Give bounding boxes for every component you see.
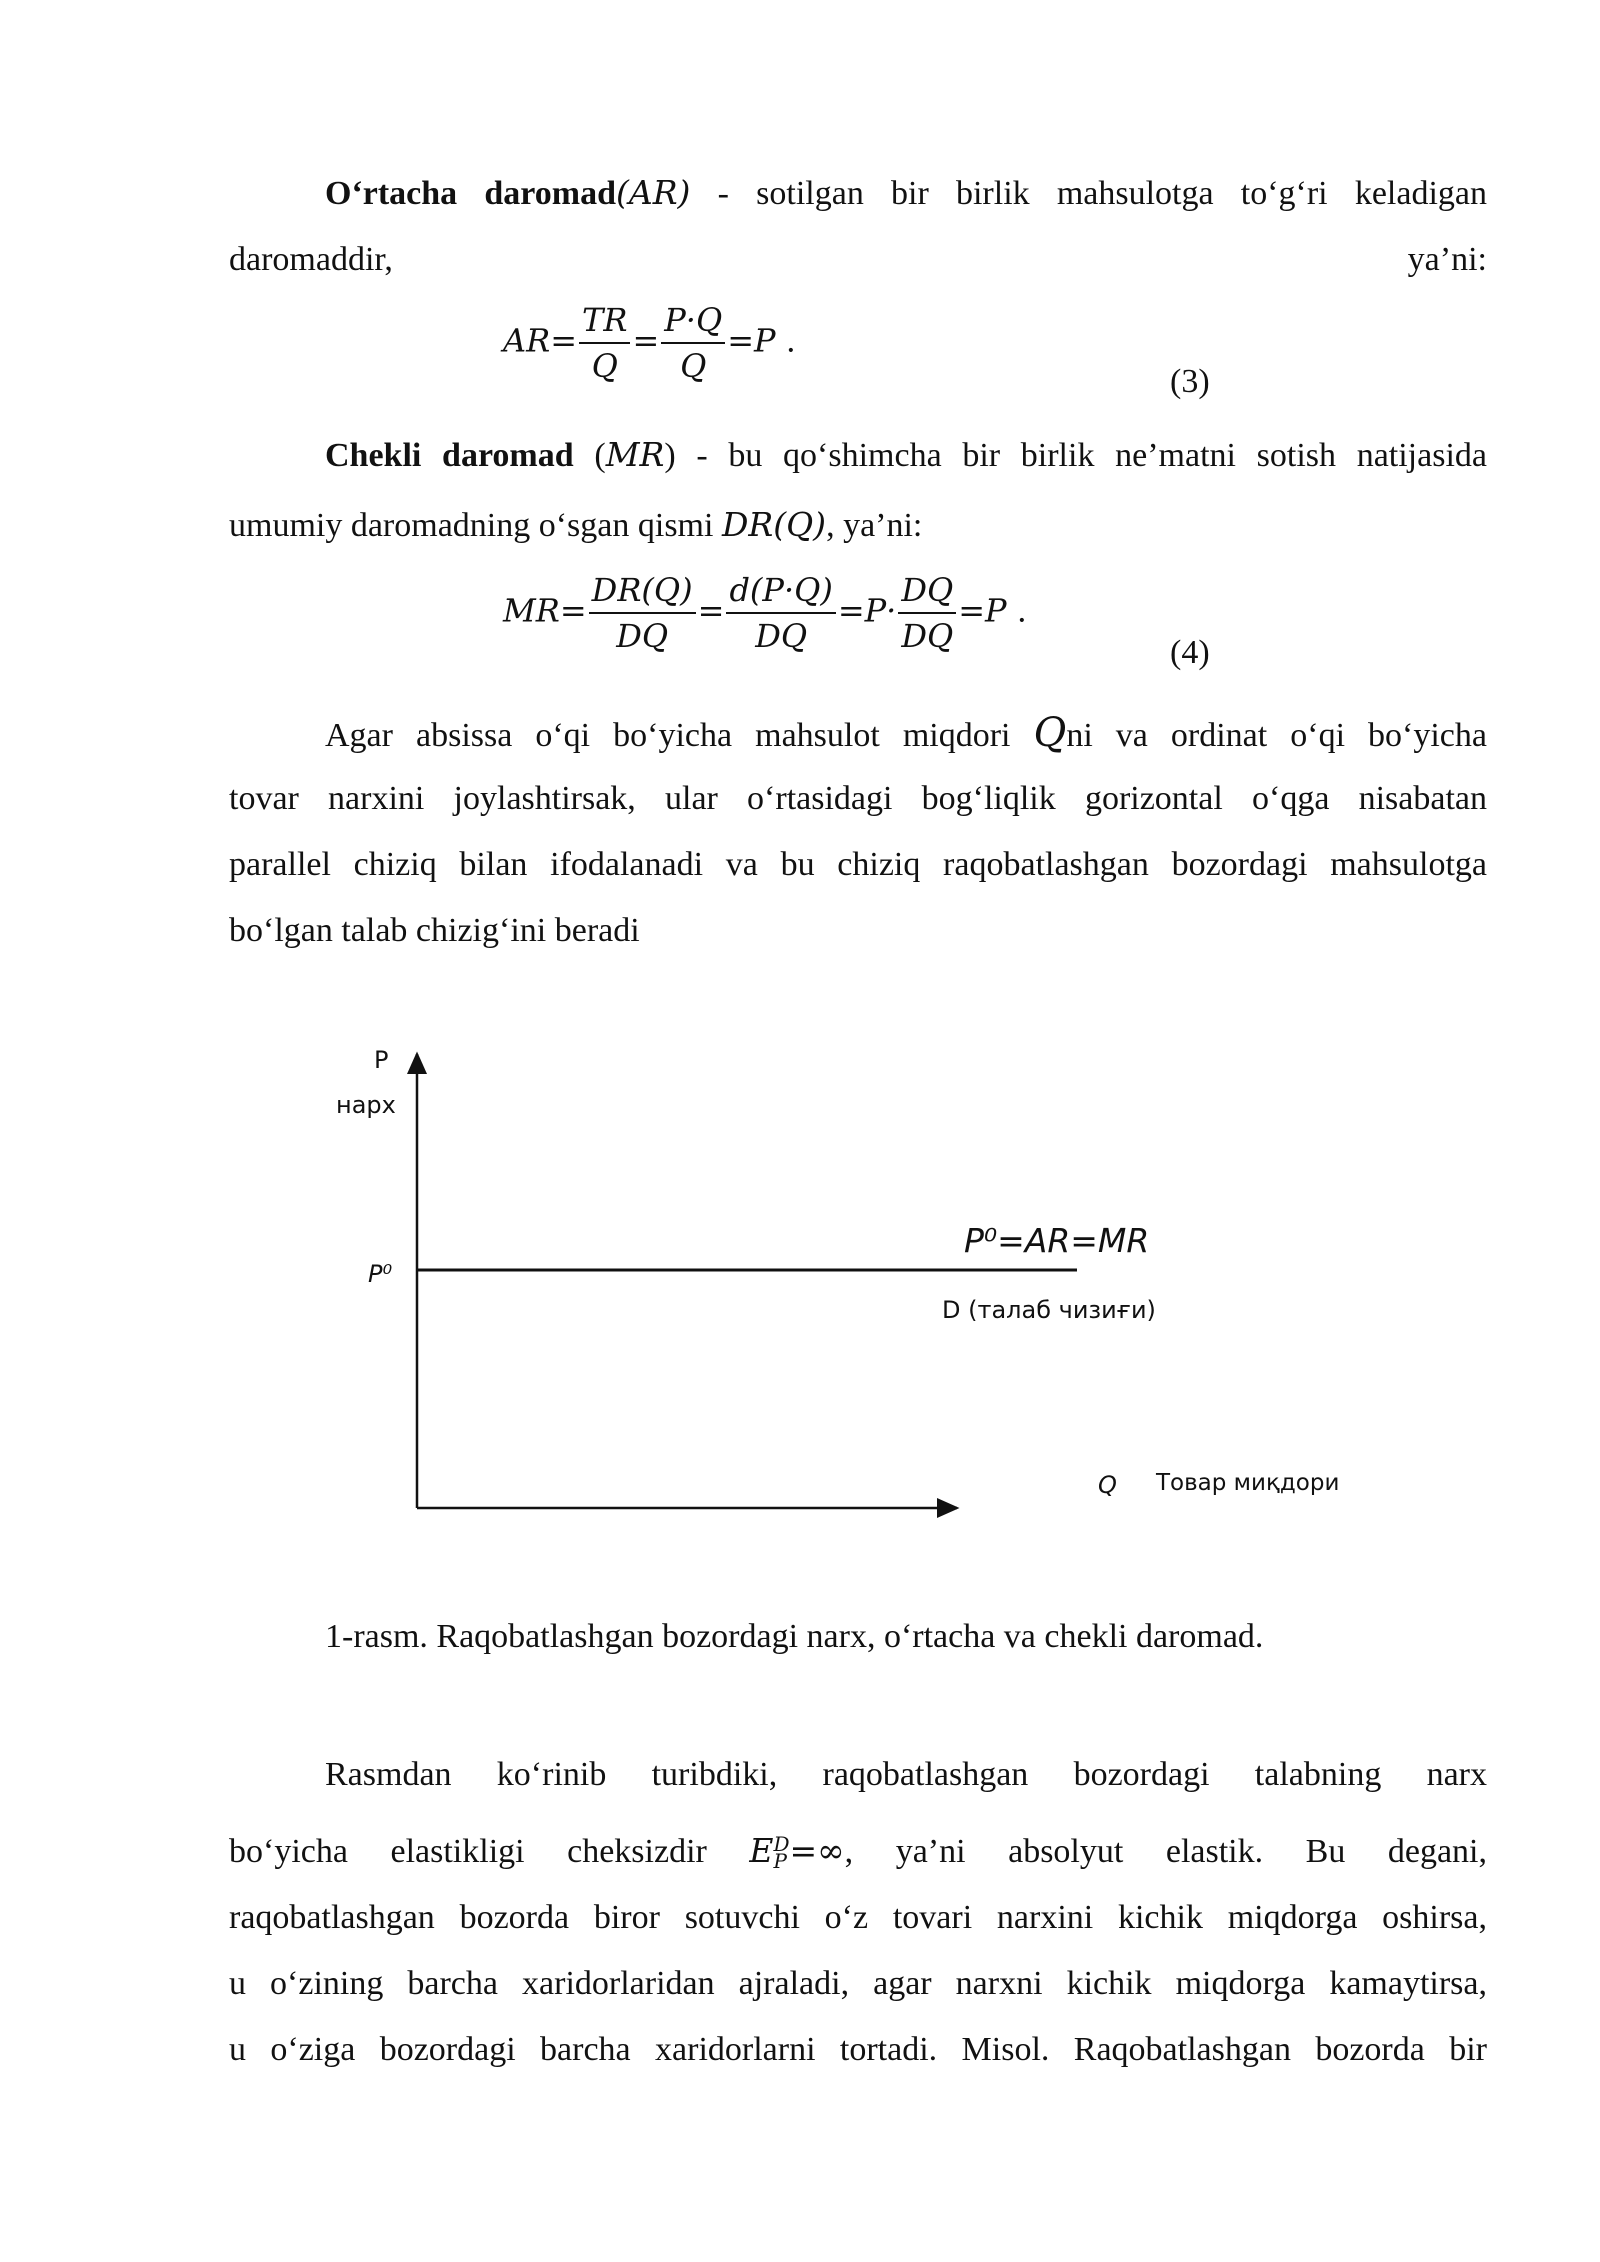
eq4-f3-num: DQ <box>898 570 956 614</box>
text-p4-l2b: , ya’ni absolyut elastik. Bu degani, <box>844 1833 1487 1870</box>
line-label: P⁰=AR=MR <box>964 1221 1150 1260</box>
paragraph-demand-line-2: tovar narxini joylashtirsak, ular o‘rtasidagi bog‘liqlik gorizontal o‘qga nisabatan <box>229 780 1487 817</box>
eq3-f2-num: P·Q <box>661 300 725 344</box>
term-average-revenue: O‘rtacha daromad <box>325 175 616 212</box>
symbol-q: Q <box>1033 710 1067 756</box>
paragraph-elasticity-line-4: u o‘zining barcha xaridorlaridan ajraladi, agar narxni kichik miqdorga kamaytirsa, <box>229 1965 1487 2002</box>
text-marginal-revenue-c: , ya’ni: <box>826 507 923 544</box>
paragraph-elasticity-line-5: u o‘ziga bozordagi barcha xaridorlarni tortadi. Misol. Raqobatlashgan bozorda bir <box>229 2031 1487 2068</box>
eq3-lhs: AR <box>503 321 551 360</box>
symbol-drq: DR(Q) <box>721 505 827 544</box>
y-axis-sublabel: нарх <box>336 1091 396 1119</box>
eq3-f2-den: Q <box>680 347 707 385</box>
figure-caption: 1-rasm. Raqobatlashgan bozordagi narx, o‘rtacha va chekli daromad. <box>325 1618 1264 1655</box>
equation-3-number: (3) <box>1170 363 1210 400</box>
eq4-f3-den: DQ <box>901 617 954 655</box>
eq3-f1-num: TR <box>579 300 630 344</box>
eq4-f2-num: d(P·Q) <box>726 570 835 614</box>
equation-3: AR= $\frac{TR}{Q}$ = $\frac{P\cdot Q}{Q}$ =P . <box>503 301 796 385</box>
elasticity-e: E <box>749 1831 774 1870</box>
equation-4: MR= $\frac{DR(Q)}{DQ}$ = $\frac{d(P\cdot Q)}{DQ}$ =P· $\frac{DQ}{DQ}$ =P . <box>503 571 1027 655</box>
eq4-mid: P· <box>864 591 897 630</box>
paragraph-marginal-revenue: Chekli daromad (MR) - bu qo‘shimcha bir birlik ne’matni sotish natijasida <box>325 435 1487 474</box>
text-marginal-revenue-a: ) - bu qo‘shimcha bir birlik ne’matni sotish natijasida <box>664 437 1487 474</box>
eq4-f1-num: DR(Q) <box>589 570 696 614</box>
paragraph-demand-line-4: bo‘lgan talab chizig‘ini beradi <box>229 912 640 949</box>
x-axis-label: Q <box>1098 1471 1117 1499</box>
symbol-mr: MR <box>605 435 665 474</box>
elasticity-sup: D <box>773 1832 790 1856</box>
y-axis-label: P <box>374 1046 389 1074</box>
text-marginal-revenue-b: umumiy daromadning o‘sgan qismi <box>229 507 714 544</box>
eq3-f1-den: Q <box>591 347 618 385</box>
eq4-f1-den: DQ <box>616 617 669 655</box>
symbol-elasticity <box>749 1831 845 1873</box>
eq3-rhs: P <box>754 321 776 360</box>
eq4-lhs: MR <box>503 591 560 630</box>
y-tick-label-p0: P⁰ <box>368 1260 393 1288</box>
paragraph-elasticity-line-1 <box>229 1742 1487 1808</box>
paragraph-elasticity-line-2 <box>229 1818 1487 1885</box>
elasticity-sub: P <box>773 1849 787 1873</box>
paragraph-elasticity-line-3: raqobatlashgan bozorda biror sotuvchi o‘z tovari narxini kichik miqdorga oshirsa, <box>229 1899 1487 1936</box>
eq4-rhs: P <box>985 591 1007 630</box>
x-axis-sublabel: Товар миқдори <box>1156 1470 1340 1496</box>
eq4-f2-den: DQ <box>755 617 808 655</box>
elasticity-value: =∞ <box>789 1831 845 1870</box>
equation-4-number: (4) <box>1170 634 1210 671</box>
symbol-ar: (AR) <box>616 173 691 212</box>
line-sublabel: D (талаб чизиғи) <box>942 1296 1156 1324</box>
paragraph-demand-line-3: parallel chiziq bilan ifodalanadi va bu chiziq raqobatlashgan bozordagi mahsulotga <box>229 846 1487 883</box>
text-p4-l1: Rasmdan ko‘rinib turibdiki, raqobatlashgan bozordagi talabning narx <box>325 1756 1487 1793</box>
text-average-revenue: - sotilgan bir birlik mahsulotga to‘g‘ri keladigan daromaddir, ya’ni: <box>229 175 1487 278</box>
text-p3-l1b: ni va ordinat o‘qi bo‘yicha <box>1066 717 1487 754</box>
term-marginal-revenue: Chekli daromad <box>325 437 574 474</box>
text-p4-l2a: bo‘yicha elastikligi cheksizdir <box>229 1833 707 1870</box>
text-p3-l1a: Agar absissa o‘qi bo‘yicha mahsulot miqdori <box>325 717 1011 754</box>
